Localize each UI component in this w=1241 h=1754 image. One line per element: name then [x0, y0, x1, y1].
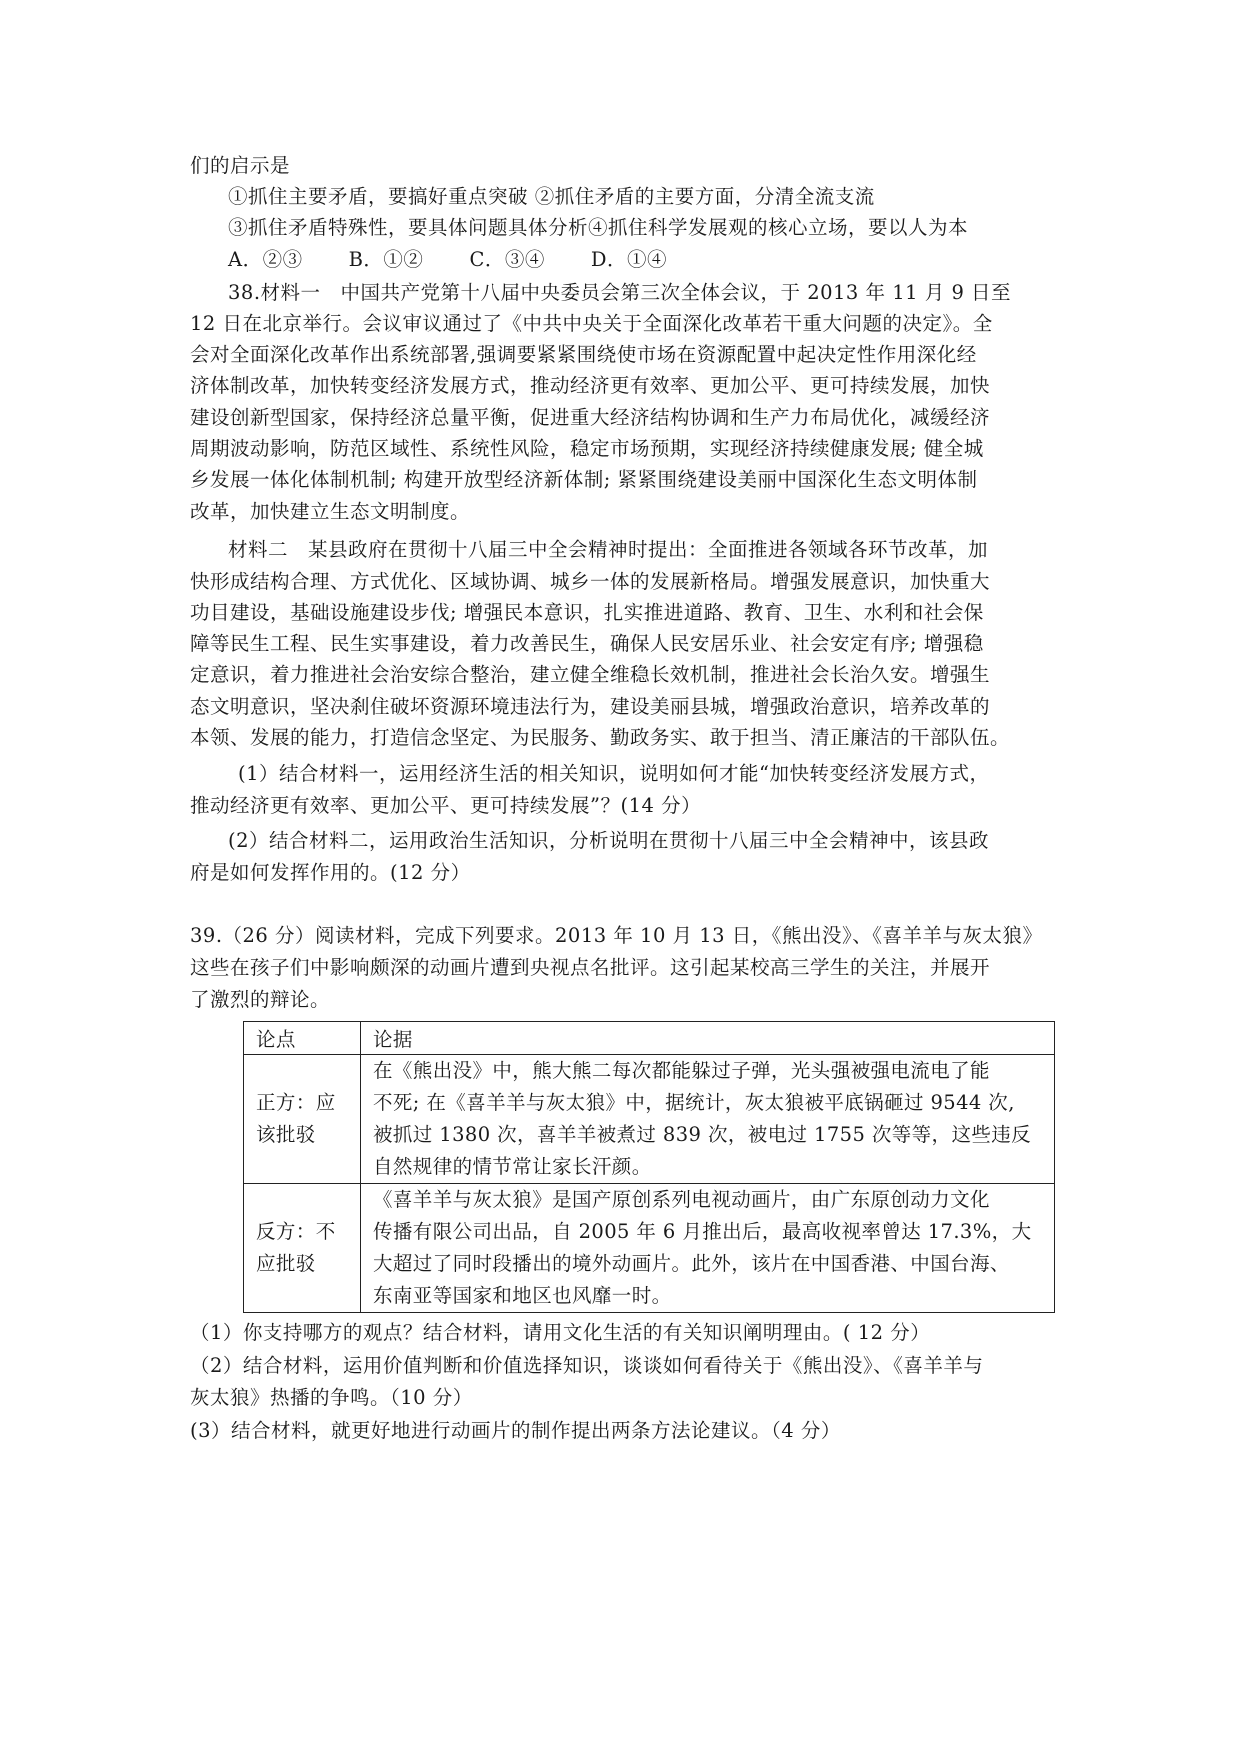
q39-sub2-line: （2）结合材料，运用价值判断和价值选择知识，谈谈如何看待关于《熊出没》、《喜羊羊与: [190, 1354, 984, 1377]
evidence-text: 《喜羊羊与灰太狼》是国产原创系列电视动画片，由广东原创动力文化: [373, 1188, 990, 1211]
q38-material1-line: 38.材料一 中国共产党第十八届中央委员会第三次全体会议，于 2013 年 11 月 9 日至: [228, 281, 1012, 304]
viewpoint-text: 反方：不: [256, 1220, 336, 1243]
viewpoint-text: 正方：应: [256, 1091, 336, 1114]
table-row: [244, 1184, 1055, 1313]
q39-sub3: (3）结合材料，就更好地进行动画片的制作提出两条方法论建议。（4 分）: [190, 1419, 841, 1442]
evidence-text: 不死; 在《喜羊羊与灰太狼》中，据统计，灰太狼被平底锅砸过 9544 次,: [373, 1091, 1015, 1114]
q39-sub1: （1）你支持哪方的观点？结合材料，请用文化生活的有关知识阐明理由。( 12 分）: [190, 1321, 931, 1344]
q38-material2-line: 态文明意识，坚决刹住破坏资源环境违法行为，建设美丽县城，增强政治意识，培养改革的: [190, 695, 991, 718]
option-d: D．①④: [590, 248, 667, 271]
viewpoint-cell: [244, 1055, 361, 1184]
table-header-row: [244, 1022, 1055, 1055]
q37-choice-line: ①抓住主要矛盾，要搞好重点突破 ②抓住矛盾的主要方面，分清全流支流: [228, 185, 875, 208]
q38-material1-line: 乡发展一体化体制机制; 构建开放型经济新体制; 紧紧围绕建设美丽中国深化生态文明体制: [190, 468, 978, 491]
viewpoint-text: 应批驳: [256, 1252, 316, 1275]
evidence-cell: [361, 1055, 1055, 1184]
q38-sub2-line: 府是如何发挥作用的。(12 分）: [190, 861, 471, 884]
option-a: A．②③: [228, 248, 303, 271]
q38-material2-line: 功目建设，基础设施建设步伐; 增强民本意识，扎实推进道路、教育、卫生、水利和社会保: [190, 601, 984, 624]
q38-material1-line: 会对全面深化改革作出系统部署,强调要紧紧围绕使市场在资源配置中起决定性作用深化经: [190, 343, 977, 366]
q38-material2-line: 定意识，着力推进社会治安综合整治，建立健全维稳长效机制，推进社会长治久安。增强生: [190, 663, 991, 686]
q38-material2-line: 材料二 某县政府在贯彻十八届三中全会精神时提出：全面推进各领域各环节改革，加: [228, 538, 989, 561]
q38-material1-line: 12 日在北京举行。会议审议通过了《中共中央关于全面深化改革若干重大问题的决定》。全: [190, 312, 993, 335]
q38-material2-line: 本领、发展的能力，打造信念坚定、为民服务、勤政务实、敢于担当、清正廉洁的干部队伍。: [190, 726, 1011, 749]
q37-options: [228, 250, 713, 270]
debate-table: [243, 1021, 1055, 1313]
q38-sub1-line: (1）结合材料一，运用经济生活的相关知识，说明如何才能“加快转变经济发展方式，: [238, 762, 990, 785]
evidence-text: 被抓过 1380 次，喜羊羊被煮过 839 次，被电过 1755 次等等，这些违反: [373, 1123, 1032, 1146]
q38-material1-line: 建设创新型国家，保持经济总量平衡，促进重大经济结构协调和生产力布局优化，减缓经济: [190, 406, 991, 429]
header-evidence: 论据: [361, 1022, 1055, 1055]
option-c: C．③④: [469, 248, 545, 271]
q38-sub2-line: (2）结合材料二，运用政治生活知识，分析说明在贯彻十八届三中全会精神中，该县政: [228, 829, 990, 852]
q38-material2-line: 快形成结构合理、方式优化、区域协调、城乡一体的发展新格局。增强发展意识，加快重大: [190, 570, 991, 593]
q38-material1-line: 济体制改革，加快转变经济发展方式，推动经济更有效率、更加公平、更可持续发展，加快: [190, 374, 991, 397]
evidence-text: 东南亚等国家和地区也风靡一时。: [373, 1284, 672, 1307]
q39-intro-line: 这些在孩子们中影响颇深的动画片遭到央视点名批评。这引起某校高三学生的关注，并展开: [190, 956, 991, 979]
q37-stem-end: 们的启示是: [190, 154, 291, 177]
header-viewpoint: 论点: [244, 1022, 361, 1055]
q38-sub1-line: 推动经济更有效率、更加公平、更可持续发展”？(14 分）: [190, 794, 702, 817]
q38-material1-line: 周期波动影响，防范区域性、系统性风险，稳定市场预期，实现经济持续健康发展; 健全城: [190, 437, 984, 460]
evidence-text: 自然规律的情节常让家长汗颜。: [373, 1155, 652, 1178]
evidence-cell: [361, 1184, 1055, 1313]
evidence-text: 传播有限公司出品，自 2005 年 6 月推出后，最高收视率曾达 17.3%，大: [373, 1220, 1032, 1243]
q37-choice-line: ③抓住矛盾特殊性，要具体问题具体分析④抓住科学发展观的核心立场，要以人为本: [228, 216, 969, 239]
option-b: B．①②: [348, 248, 424, 271]
table-row: [244, 1055, 1055, 1184]
viewpoint-cell: [244, 1184, 361, 1313]
evidence-text: 在《熊出没》中，熊大熊二每次都能躲过子弹，光头强被强电流电了能: [373, 1059, 990, 1082]
q38-material1-line: 改革，加快建立生态文明制度。: [190, 500, 471, 523]
q38-material2-line: 障等民生工程、民生实事建设，着力改善民生，确保人民安居乐业、社会安定有序; 增强稳: [190, 632, 984, 655]
q39-sub2-line: 灰太狼》热播的争鸣。（10 分）: [190, 1386, 473, 1409]
viewpoint-text: 该批驳: [256, 1123, 316, 1146]
q39-intro-line: 了激烈的辩论。: [190, 988, 331, 1011]
q39-intro-line: 39.（26 分）阅读材料，完成下列要求。2013 年 10 月 13 日，《熊出没》、《喜羊羊与灰太狼》: [190, 924, 1043, 947]
evidence-text: 大超过了同时段播出的境外动画片。此外，该片在中国香港、中国台海、: [373, 1252, 1010, 1275]
